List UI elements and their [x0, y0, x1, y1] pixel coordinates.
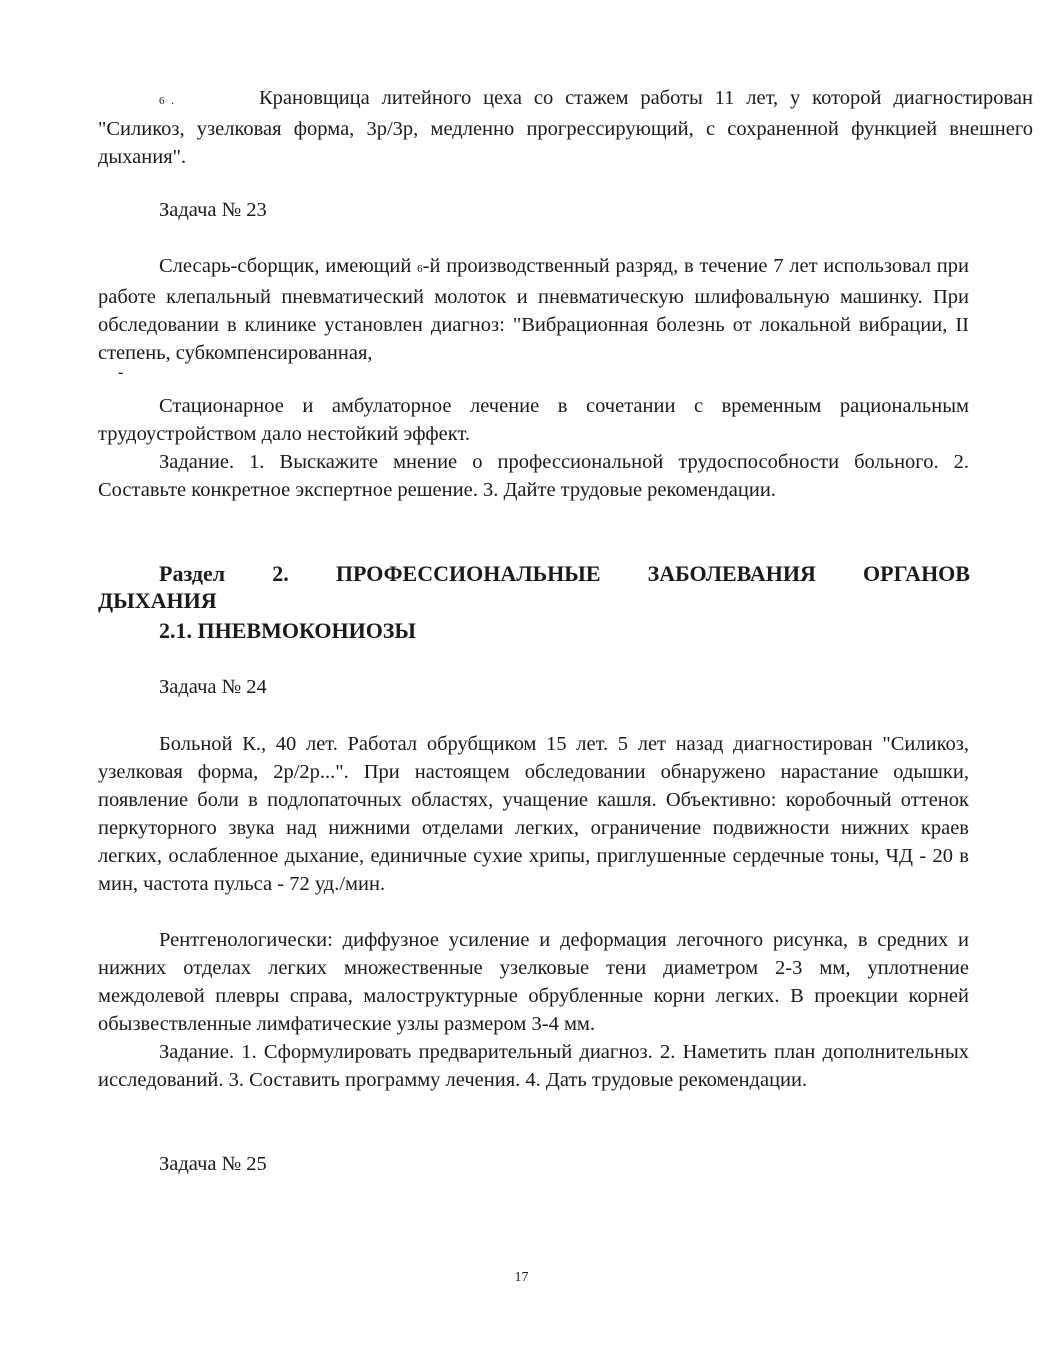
subsection-heading: 2.1. ПНЕВМОКОНИОЗЫ — [159, 618, 417, 643]
task-25-label: Задача № 25 — [159, 1153, 267, 1175]
task-23-assignment — [98, 448, 969, 504]
task-23-text-start: Слесарь-сборщик, имеющий — [159, 255, 418, 277]
task-24-paragraph-1 — [98, 730, 969, 898]
section-word-1: Раздел — [159, 561, 226, 586]
task-24-label: Задача № 24 — [159, 676, 267, 698]
task-24-paragraph-1-text: Больной К., 40 лет. Работал обрубщиком 15 лет. 5 лет назад диагностирован "Силикоз, узелковая форма, 2р/2р...". При настоящем обследовании обнаружено нарастание одышки, появление боли в подлопаточных областях, учащение кашля. Объективно: коробочный оттенок перкуторного звука над нижними отделами легких, ограничение подвижности нижних краев легких, ослабленное дыхание, единичные сухие хрипы, приглушенные сердечные тоны, ЧД - 20 в мин, частота пульса - 72 уд./мин. — [98, 733, 969, 895]
section-word-4: ЗАБОЛЕВАНИЯ — [647, 561, 816, 586]
item-6-paragraph — [98, 84, 1033, 171]
task-24-assignment — [98, 1038, 969, 1094]
section-heading-line-2: ДЫХАНИЯ — [98, 588, 217, 613]
task-23-paragraph-2 — [98, 392, 969, 448]
task-24-paragraph-2 — [98, 926, 969, 1038]
section-heading — [98, 560, 970, 614]
item-6-text: Крановщица литейного цеха со стажем работы 11 лет, у которой диагностирован "Силикоз, узелковая форма, 3р/3р, медленно прогрессирующий, с сохраненной функцией внешнего дыхания". — [98, 87, 1033, 168]
section-word-2: 2. — [272, 561, 289, 586]
task-23-grade-number: 6 — [417, 263, 423, 275]
section-word-5: ОРГАНОВ — [863, 561, 970, 586]
page-number: 17 — [514, 1270, 529, 1285]
task-23-label: Задача № 23 — [159, 199, 267, 221]
task-23-assignment-text: Задание. 1. Выскажите мнение о профессиональной трудоспособности больного. 2. Составьте конкретное экспертное решение. 3. Дайте трудовые рекомендации. — [98, 451, 969, 501]
task-24-paragraph-2-text: Рентгенологически: диффузное усиление и деформация легочного рисунка, в средних и нижних отделах легких множественные узелковые тени диаметром 2-3 мм, уплотнение междолевой плевры справа, малоструктурные обрубленные корни легких. В проекции корней обызвествленные лимфатические узлы размером 3-4 мм. — [98, 929, 969, 1035]
section-word-3: ПРОФЕССИОНАЛЬНЫЕ — [335, 561, 601, 586]
item-6-number: 6 . — [159, 95, 176, 107]
task-23-paragraph-1 — [98, 252, 969, 367]
task-23-dash: - — [118, 364, 124, 381]
task-23-text-rest: -й производственный разряд, в течение 7 лет использовал при работе клепальный пневматический молоток и пневматическую шлифовальную машинку. При обследовании в клинике установлен диагноз: "Вибрационная болезнь от локальной вибрации, II степень, субкомпенсированная, — [98, 255, 970, 364]
task-24-assignment-text: Задание. 1. Сформулировать предварительный диагноз. 2. Наметить план дополнительных исследований. 3. Составить программу лечения. 4. Дать трудовые рекомендации. — [98, 1041, 969, 1091]
task-23-paragraph-2-text: Стационарное и амбулаторное лечение в сочетании с временным рациональным трудоустройством дало нестойкий эффект. — [98, 395, 969, 445]
